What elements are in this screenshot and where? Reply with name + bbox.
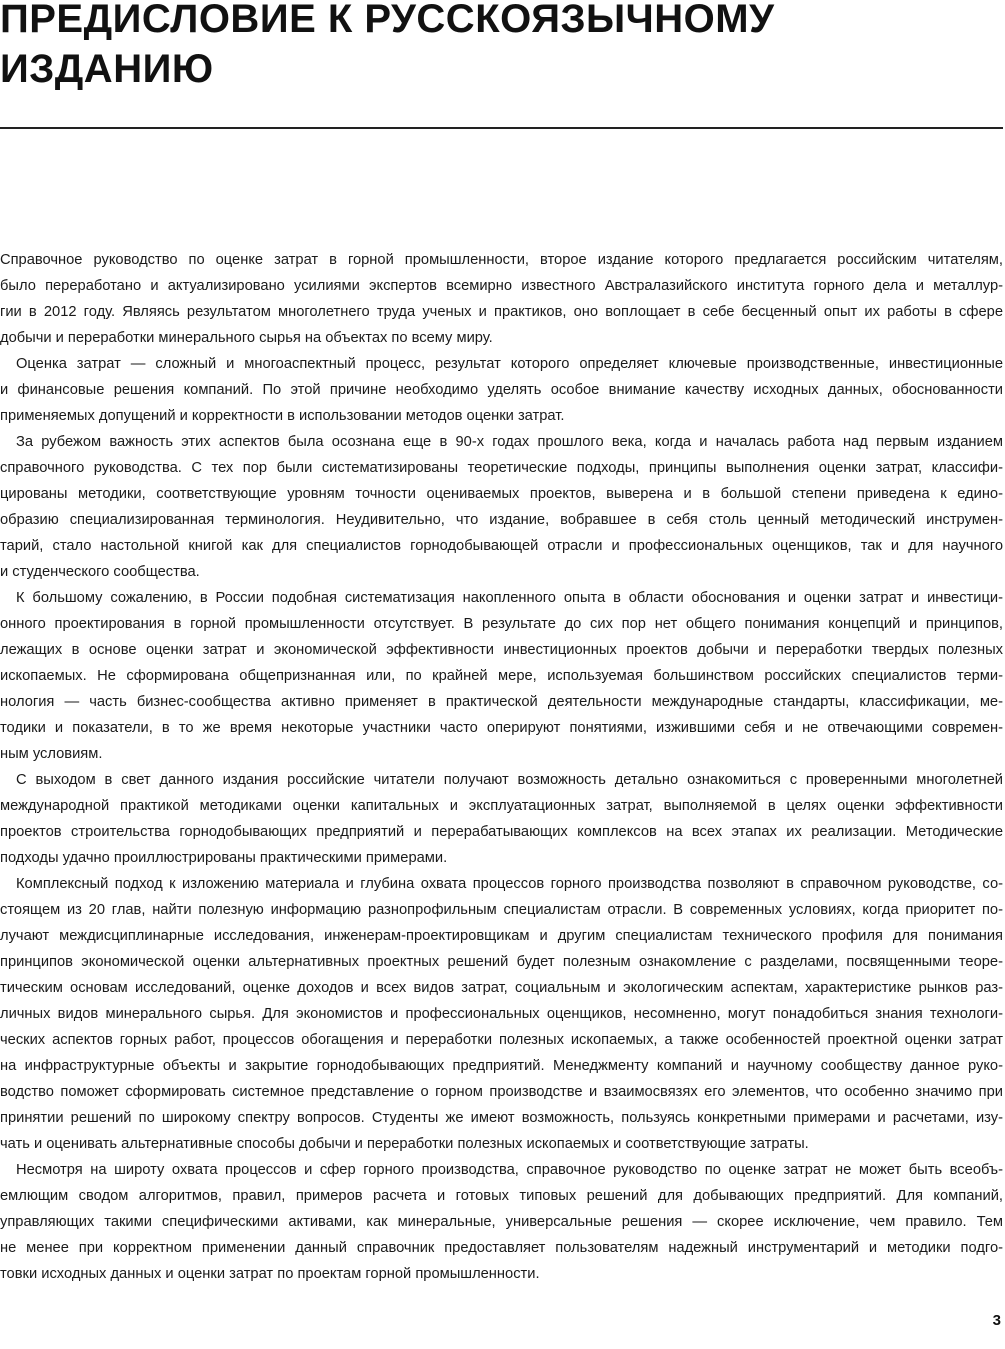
paragraph-line: водство поможет сформировать системное представление о горном производстве и взаимосвязях его элементов, что особенно значимо при: [0, 1084, 1003, 1100]
paragraph: [0, 585, 1003, 767]
paragraph-line: не менее при корректном применении данный справочник предоставляет пользователям надежный инструментарий и методики подго-: [0, 1240, 1003, 1256]
paragraph-line: ческих аспектов горных работ, процессов обогащения и переработки полезных ископаемых, а также особенностей проектной оценки затрат: [0, 1032, 1003, 1048]
page-title: [0, 0, 1005, 94]
paragraph-line: проектов строительства горнодобывающих предприятий и перерабатывающих комплексов на всех этапах их реализации. Методические: [0, 824, 1003, 840]
paragraph: [0, 871, 1003, 1157]
paragraph-line: ным условиям.: [0, 746, 103, 762]
paragraph: [0, 247, 1003, 351]
paragraph-line: онного проектирования в горной промышленности отсутствует. В результате до сих пор нет общего понимания концепций и принципов,: [0, 616, 1003, 632]
paragraph-line: чать и оценивать альтернативные способы добычи и переработки полезных ископаемых и соответствующие затраты.: [0, 1136, 809, 1152]
paragraph-line: товки исходных данных и оценки затрат по проектам горной промышленности.: [0, 1266, 540, 1282]
title-divider: [0, 127, 1003, 129]
paragraph-line: образию специализированная терминология. Неудивительно, что издание, вобравшее в себя столь ценный методический инструмен-: [0, 512, 1003, 528]
paragraph-line: К большому сожалению, в России подобная систематизация накопленного опыта в области обоснования и оценки затрат и инвестици-: [16, 590, 1003, 606]
paragraph-line: За рубежом важность этих аспектов была осознана еще в 90-х годах прошлого века, когда и началась работа над первым изданием: [16, 434, 1003, 450]
paragraph-line: цированы методики, соответствующие уровням точности оцениваемых проектов, выверена и в большой степени приведена к едино-: [0, 486, 1003, 502]
paragraph-line: лучают междисциплинарные исследования, инженерам-проектировщикам и другим специалистам технического профиля для понимания: [0, 928, 1003, 944]
paragraph-line: принятии решений по широкому спектру вопросов. Студенты же имеют возможность, пользуясь конкретными примерами и расчетами, изу-: [0, 1110, 1003, 1126]
page-title-line: ПРЕДИСЛОВИЕ К РУССКОЯЗЫЧНОМУ: [0, 0, 775, 41]
preface-body: [0, 247, 1003, 1287]
paragraph-line: тодики и показатели, в то же время некоторые участники часто оперируют понятиями, изжившими себя и не отвечающими современ-: [0, 720, 1003, 736]
paragraph-line: лежащих в основе оценки затрат и экономической эффективности инвестиционных проектов добычи и переработки твердых полезных: [0, 642, 1003, 658]
paragraph-line: гии в 2012 году. Являясь результатом многолетнего труда ученых и практиков, оно воплощает в себе бесценный опыт их работы в сфере: [0, 304, 1003, 320]
paragraph-line: тическим основам исследований, оценке доходов и всех видов затрат, социальным и экологическим аспектам, характеристике рынков раз-: [0, 980, 1003, 996]
paragraph-line: международной практикой методиками оценки капитальных и эксплуатационных затрат, выполняемой в целях оценки эффективности: [0, 798, 1003, 814]
paragraph-line: емлющим сводом алгоритмов, правил, примеров расчета и готовых типовых решений для добывающих предприятий. Для компаний,: [0, 1188, 1003, 1204]
paragraph-line: подходы удачно проиллюстрированы практическими примерами.: [0, 850, 448, 866]
paragraph-line: было переработано и актуализировано усилиями экспертов всемирно известного Австралазийского института горного дела и металлур-: [0, 278, 1003, 294]
paragraph-line: на инфраструктурные объекты и закрытие горнодобывающих предприятий. Менеджменту компаний и научному сообществу данное руко-: [0, 1058, 1003, 1074]
page-number: 3: [992, 1312, 1001, 1329]
paragraph-line: нология — часть бизнес-сообщества активно применяет в практической деятельности международные стандарты, классификации, ме-: [0, 694, 1003, 710]
page-title-line: ИЗДАНИЮ: [0, 47, 214, 91]
paragraph-line: стоящем из 20 глав, найти полезную информацию разнопрофильным специалистам отрасли. В современных условиях, когда приоритет по-: [0, 902, 1003, 918]
paragraph-line: личных видов минерального сырья. Для экономистов и профессиональных оценщиков, несомненно, могут понадобиться знания технологи-: [0, 1006, 1003, 1022]
paragraph-line: Несмотря на широту охвата процессов и сфер горного производства, справочное руководство по оценке затрат не может быть всеобъ-: [16, 1162, 1003, 1178]
paragraph-line: Оценка затрат — сложный и многоаспектный процесс, результат которого определяет ключевые производственные, инвестиционные: [16, 356, 1003, 372]
paragraph-line: Комплексный подход к изложению материала и глубина охвата процессов горного производства позволяют в справочном руководстве, со-: [16, 876, 1003, 892]
paragraph-line: и финансовые решения компаний. По этой причине необходимо уделять особое внимание качеству исходных данных, обоснованности: [0, 382, 1003, 398]
paragraph-line: применяемых допущений и корректности в использовании методов оценки затрат.: [0, 408, 565, 424]
paragraph-line: добычи и переработки минерального сырья на объектах по всему миру.: [0, 330, 493, 346]
paragraph: [0, 767, 1003, 871]
paragraph: [0, 1157, 1003, 1287]
paragraph-line: ископаемых. Не сформирована общепризнанная или, по крайней мере, используемая большинством российских специалистов терми-: [0, 668, 1003, 684]
paragraph-line: справочного руководства. С тех пор были систематизированы теоретические подходы, принципы выполнения оценки затрат, классифи-: [0, 460, 1003, 476]
paragraph-line: С выходом в свет данного издания российские читатели получают возможность детально ознакомиться с проверенными многолетней: [16, 772, 1003, 788]
paragraph-line: и студенческого сообщества.: [0, 564, 200, 580]
paragraph-line: тарий, стало настольной книгой как для специалистов горнодобывающей отрасли и профессиональных оценщиков, так и для научного: [0, 538, 1003, 554]
paragraph-line: Справочное руководство по оценке затрат в горной промышленности, второе издание которого предлагается российским читателям,: [0, 252, 1003, 268]
paragraph: [0, 351, 1003, 429]
paragraph-line: принципов экономической оценки альтернативных проектных решений будет полезным ознакомление с разделами, посвященными теоре-: [0, 954, 1003, 970]
paragraph-line: управляющих такими специфическими активами, как минеральные, универсальные решения — скорее исключение, чем правило. Тем: [0, 1214, 1003, 1230]
paragraph: [0, 429, 1003, 585]
